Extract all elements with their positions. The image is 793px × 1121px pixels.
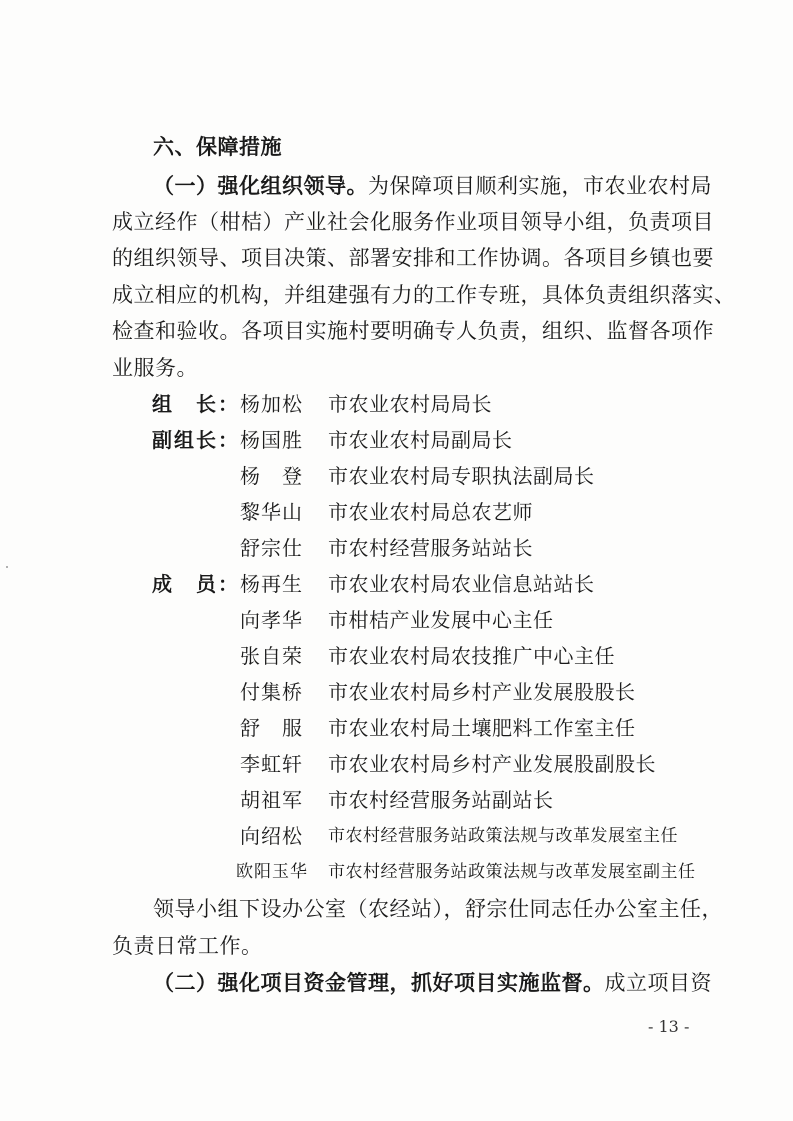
paragraph-line: 检查和验收。各项目实施村要明确专人负责，组织、监督各项作 (112, 319, 714, 343)
roster-role: 成 员： (152, 572, 240, 596)
paragraph-line: 业服务。 (112, 356, 198, 380)
roster-title: 市农业农村局专职执法副局长 (328, 464, 595, 488)
roster-title: 市农业农村局乡村产业发展股股长 (328, 680, 636, 704)
roster-title: 市农业农村局农业信息站站长 (328, 572, 595, 596)
paragraph-line: 成立相应的机构，并组建强有力的工作专班，具体负责组织落实、 (112, 283, 736, 307)
roster-name: 舒 服 (240, 716, 303, 740)
roster-role: 副组长： (152, 428, 240, 452)
roster-name: 黎华山 (240, 500, 303, 524)
paragraph-text: 成立项目资 (604, 971, 712, 995)
scan-speck (6, 566, 8, 568)
roster-title: 市农业农村局副局长 (328, 428, 513, 452)
paragraph-line: 负责日常工作。 (112, 934, 263, 958)
paragraph-line: 成立经作（柑桔）产业社会化服务作业项目领导小组，负责项目 (112, 210, 714, 234)
paragraph-lead: （二）强化项目资金管理，抓好项目实施监督。 (153, 971, 605, 995)
paragraph-line: 领导小组下设办公室（农经站），舒宗仕同志任办公室主任， (153, 897, 723, 921)
roster-name: 杨加松 (240, 392, 303, 416)
roster-name: 欧阳玉华 (236, 862, 308, 882)
roster-role: 组 长： (152, 392, 240, 416)
roster-name: 杨国胜 (240, 428, 303, 452)
roster-title: 市柑桔产业发展中心主任 (328, 608, 554, 632)
paragraph-line (153, 171, 712, 201)
paragraph-text: 为保障项目顺利实施，市农业农村局 (368, 174, 712, 198)
roster-name: 杨 登 (240, 464, 303, 488)
roster-name: 向孝华 (240, 608, 303, 632)
roster-name: 胡祖军 (240, 788, 303, 812)
roster-name: 向绍松 (240, 824, 303, 848)
roster-name: 付集桥 (240, 680, 303, 704)
paragraph-line (153, 968, 712, 998)
roster-name: 杨再生 (240, 572, 303, 596)
roster-title: 市农村经营服务站站长 (328, 536, 533, 560)
roster-name: 张自荣 (240, 644, 303, 668)
roster-name: 舒宗仕 (240, 536, 303, 560)
page-number: - 13 - (648, 1017, 690, 1036)
roster-title: 市农村经营服务站政策法规与改革发展室主任 (328, 826, 678, 846)
roster-title: 市农村经营服务站副站长 (328, 788, 554, 812)
roster-title: 市农业农村局土壤肥料工作室主任 (328, 716, 636, 740)
paragraph-line: 的组织领导、项目决策、部署安排和工作协调。各项目乡镇也要 (112, 246, 714, 270)
roster-title: 市农业农村局总农艺师 (328, 500, 533, 524)
roster-title: 市农业农村局乡村产业发展股副股长 (328, 752, 656, 776)
roster-title: 市农业农村局局长 (328, 392, 492, 416)
roster-title: 市农村经营服务站政策法规与改革发展室副主任 (328, 862, 696, 882)
roster-title: 市农业农村局农技推广中心主任 (328, 644, 615, 668)
paragraph-lead: （一）强化组织领导。 (153, 174, 368, 198)
roster-name: 李虹轩 (240, 752, 303, 776)
section-heading: 六、保障措施 (153, 135, 282, 159)
